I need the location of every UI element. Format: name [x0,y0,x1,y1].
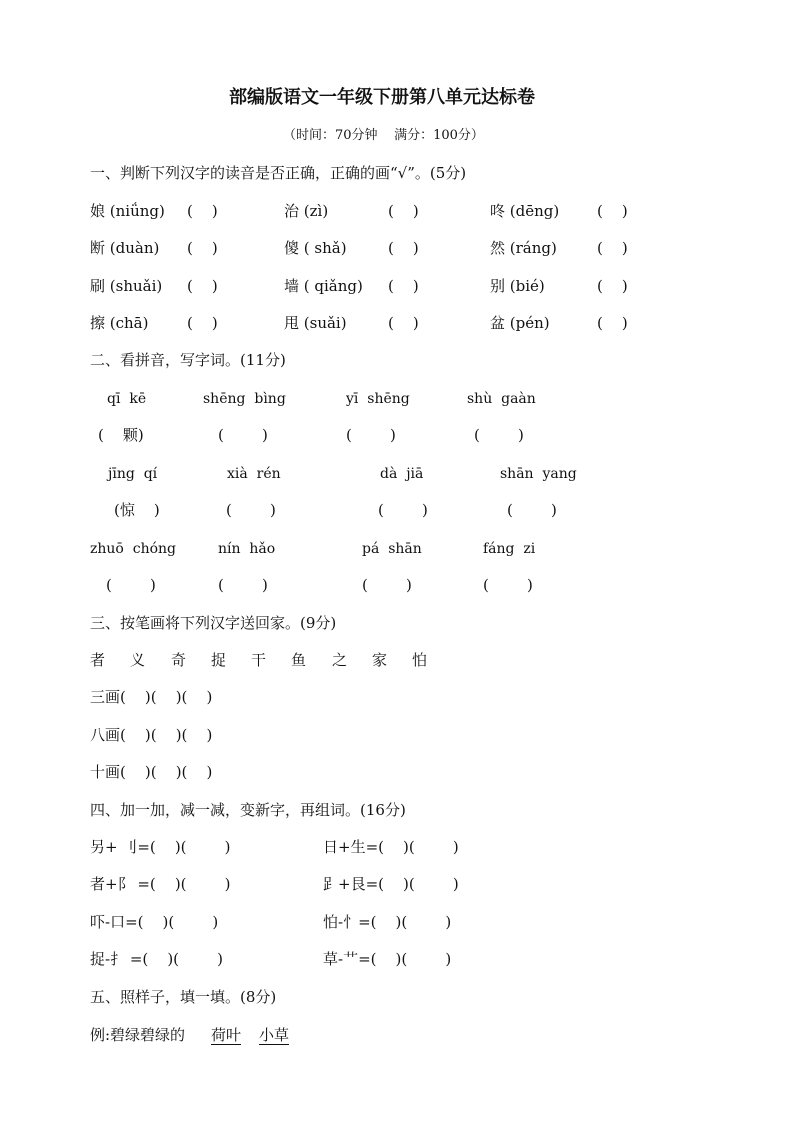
stroke-char: 义 [130,651,146,669]
char-combo-right[interactable]: 怕-忄=( )( ) [323,913,452,931]
s1-answer-box[interactable]: ( ) [597,277,628,295]
s1-item: 傻 ( shǎ) [284,239,347,257]
example-word-b: 小草 [259,1026,290,1044]
pinyin-prompt: zhuō chóng [90,541,177,557]
stroke-row[interactable]: 三画( )( )( ) [90,688,213,706]
pinyin-prompt: dà jiā [380,466,424,482]
word-answer-box[interactable]: ( ) [106,576,156,594]
pinyin-prompt: nín hǎo [218,541,276,557]
char-combo-left[interactable]: 吓-口=( )( ) [90,913,219,931]
s1-answer-box[interactable]: ( ) [187,277,218,295]
s1-item: 娘 (niǘng) [90,202,165,220]
pinyin-prompt: pá shān [362,541,422,557]
section-2-heading: 二、看拼音，写字词。(11分) [90,351,286,369]
s1-item: 断 (duàn) [90,239,160,257]
stroke-row[interactable]: 八画( )( )( ) [90,726,213,744]
section-3-heading: 三、按笔画将下列汉字送回家。(9分) [90,614,337,632]
stroke-char: 鱼 [291,651,307,669]
s1-answer-box[interactable]: ( ) [388,277,419,295]
s1-item: 擦 (chā) [90,314,149,332]
pinyin-prompt: shù gaàn [467,391,536,407]
s1-item: 别 (bié) [490,277,545,295]
char-combo-right[interactable]: 日+生=( )( ) [323,838,459,856]
s1-item: 盆 (pén) [490,314,550,332]
char-combo-left[interactable]: 者+阝 =( )( ) [90,875,231,893]
s1-answer-box[interactable]: ( ) [187,239,218,257]
pinyin-prompt: jīng qí [108,466,158,482]
section-5-heading: 五、照样子，填一填。(8分) [90,988,277,1006]
page-title: 部编版语文一年级下册第八单元达标卷 [229,87,535,108]
stroke-char: 者 [90,651,106,669]
word-answer-box[interactable]: ( ) [218,576,268,594]
word-answer-box[interactable]: ( ) [474,426,524,444]
word-answer-box[interactable]: ( ) [507,501,557,519]
word-answer-box[interactable]: ( ) [218,426,268,444]
pinyin-prompt: qī kē [107,391,147,407]
example-prefix: 例:碧绿碧绿的 [90,1026,186,1044]
word-answer-box[interactable]: ( 颗) [98,426,144,444]
word-answer-box[interactable]: ( ) [362,576,412,594]
pinyin-prompt: shēng bìng [203,391,286,407]
s1-answer-box[interactable]: ( ) [597,239,628,257]
s1-item: 刷 (shuǎi) [90,277,163,295]
s1-answer-box[interactable]: ( ) [388,239,419,257]
word-answer-box[interactable]: (惊 ) [114,501,160,519]
s1-answer-box[interactable]: ( ) [597,202,628,220]
s1-item: 墙 ( qiǎng) [284,277,363,295]
char-combo-right[interactable]: 𧾷+艮=( )( ) [323,875,459,893]
s1-answer-box[interactable]: ( ) [597,314,628,332]
section-4-heading: 四、加一加，减一减，变新字，再组词。(16分) [90,801,406,819]
s1-answer-box[interactable]: ( ) [187,202,218,220]
s1-answer-box[interactable]: ( ) [187,314,218,332]
word-answer-box[interactable]: ( ) [483,576,533,594]
s1-answer-box[interactable]: ( ) [388,202,419,220]
pinyin-prompt: shān yang [500,466,577,482]
pinyin-prompt: yī shēng [346,391,410,407]
pinyin-prompt: fáng zi [483,541,536,557]
char-combo-left[interactable]: 另+ 刂=( )( ) [90,838,231,856]
word-answer-box[interactable]: ( ) [378,501,428,519]
stroke-char: 奇 [171,651,187,669]
s1-item: 甩 (suǎi) [284,314,347,332]
s1-item: 治 (zì) [284,202,329,220]
stroke-char: 怕 [412,651,428,669]
s1-answer-box[interactable]: ( ) [388,314,419,332]
stroke-char: 捉 [211,651,227,669]
exam-info: （时间：70分钟 满分：100分） [283,128,484,143]
stroke-char: 家 [372,651,388,669]
char-combo-left[interactable]: 捉-扌 =( )( ) [90,950,224,968]
stroke-char: 干 [251,651,267,669]
example-word-a: 荷叶 [211,1026,242,1044]
char-combo-right[interactable]: 草-艹=( )( ) [323,950,452,968]
s1-item: 咚 (dēng) [490,202,560,220]
stroke-char: 之 [332,651,348,669]
word-answer-box[interactable]: ( ) [346,426,396,444]
section-1-heading: 一、判断下列汉字的读音是否正确，正确的画“√”。(5分) [90,164,467,182]
word-answer-box[interactable]: ( ) [226,501,276,519]
s1-item: 然 (ráng) [490,239,557,257]
pinyin-prompt: xià rén [227,466,281,482]
stroke-row[interactable]: 十画( )( )( ) [90,763,213,781]
